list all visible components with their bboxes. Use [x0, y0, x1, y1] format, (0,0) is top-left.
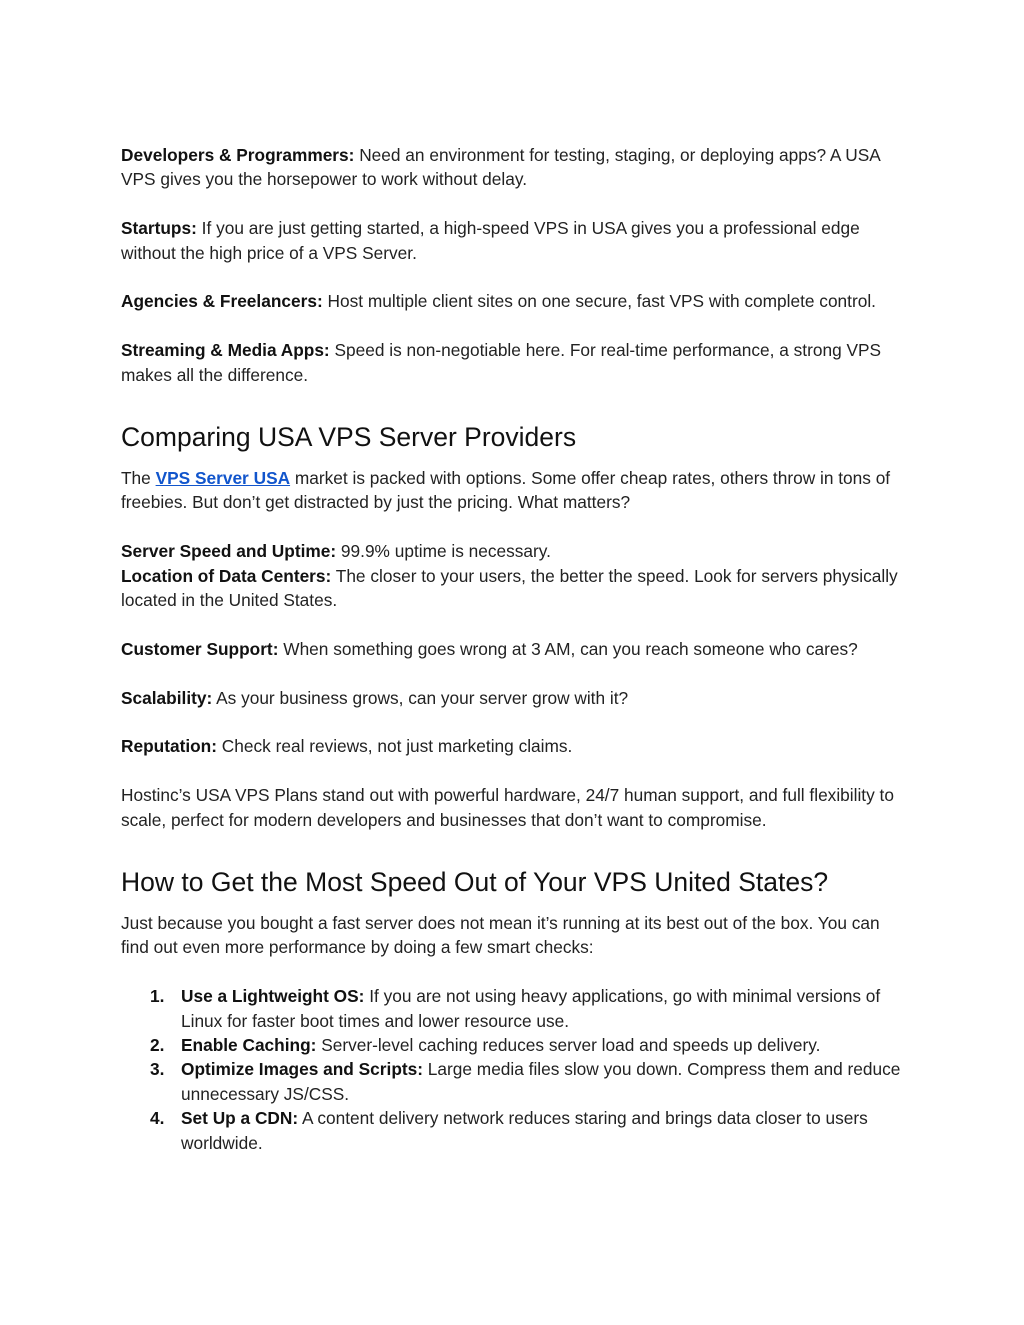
list-item-label: Set Up a CDN: — [181, 1108, 299, 1129]
paragraph-speed-uptime — [121, 539, 911, 563]
list-item-label: Optimize Images and Scripts: — [181, 1059, 423, 1080]
document-page — [121, 143, 911, 1155]
list-item-number: 4. — [150, 1108, 165, 1129]
paragraph-comparing-intro — [121, 466, 911, 515]
reputation-label: Reputation: — [121, 736, 217, 757]
list-item-text: If you are not using heavy applications, go with minimal versions of Linux for faster boot times and lower resource use. — [181, 986, 881, 1031]
intro-before-text: The — [121, 468, 156, 489]
vps-server-usa-link[interactable]: VPS Server USA — [155, 468, 291, 489]
list-item-number: 1. — [150, 986, 165, 1007]
heading-comparing-providers: Comparing USA VPS Server Providers — [121, 422, 577, 453]
data-centers-label: Location of Data Centers: — [121, 565, 332, 586]
agencies-text: Host multiple client sites on one secure, fast VPS with complete control. — [322, 291, 876, 312]
paragraph-agencies — [121, 289, 911, 313]
customer-support-text: When something goes wrong at 3 AM, can you reach someone who cares? — [278, 638, 858, 659]
developers-label: Developers & Programmers: — [121, 145, 355, 165]
list-item-text: Large media files slow you down. Compress them and reduce unnecessary JS/CSS. — [181, 1059, 901, 1104]
paragraph-customer-support — [121, 637, 911, 661]
intro-after-text: market is packed with options. Some offer cheap rates, others throw in tons of freebies. But don’t get distracted by just the pricing. What matters? — [121, 468, 891, 513]
heading-vps-speed: How to Get the Most Speed Out of Your VPS United States? — [121, 867, 829, 898]
agencies-label: Agencies & Freelancers: — [121, 291, 323, 312]
paragraph-startups — [121, 216, 911, 265]
list-item — [121, 1033, 911, 1057]
paragraph-speed-intro: Just because you bought a fast server does not mean it’s running at its best out of the box. You can find out even more performance by doing a few smart checks: — [121, 913, 880, 958]
list-item-text: Server-level caching reduces server load and speeds up delivery. — [316, 1035, 821, 1056]
paragraph-data-centers — [121, 564, 911, 613]
streaming-text: Speed is non-negotiable here. For real-time performance, a strong VPS makes all the difference. — [121, 340, 882, 385]
list-item-text: A content delivery network reduces staring and brings data closer to users worldwide. — [181, 1108, 868, 1153]
list-item-label: Use a Lightweight OS: — [181, 986, 365, 1007]
data-centers-text: The closer to your users, the better the speed. Look for servers physically located in the United States. — [121, 565, 898, 611]
list-item-number: 3. — [150, 1059, 165, 1080]
paragraph-developers — [121, 143, 911, 192]
streaming-label: Streaming & Media Apps: — [121, 340, 330, 361]
list-item — [121, 1106, 911, 1155]
paragraph-streaming — [121, 338, 911, 387]
startups-text: If you are just getting started, a high-speed VPS in USA gives you a professional edge without the high price of a VPS Server. — [121, 218, 860, 263]
scalability-label: Scalability: — [121, 687, 213, 708]
list-item-number: 2. — [150, 1035, 165, 1056]
speed-uptime-text: 99.9% uptime is necessary. — [336, 541, 551, 562]
scalability-text: As your business grows, can your server grow with it? — [212, 687, 629, 708]
speed-tips-list — [121, 984, 911, 1155]
reputation-text: Check real reviews, not just marketing claims. — [217, 736, 573, 757]
paragraph-reputation — [121, 734, 911, 758]
customer-support-label: Customer Support: — [121, 638, 279, 659]
startups-label: Startups: — [121, 218, 197, 239]
list-item — [121, 984, 911, 1033]
paragraph-scalability — [121, 686, 911, 710]
developers-text: Need an environment for testing, staging, or deploying apps? A USA VPS gives you the horsepower to work without delay. — [121, 145, 880, 190]
list-item — [121, 1057, 911, 1106]
paragraph-hostinc-plans: Hostinc’s USA VPS Plans stand out with powerful hardware, 24/7 human support, and full flexibility to scale, perfect for modern developers and businesses that don’t want to compromise. — [121, 785, 894, 830]
list-item-label: Enable Caching: — [181, 1035, 317, 1056]
speed-uptime-label: Server Speed and Uptime: — [121, 541, 337, 562]
